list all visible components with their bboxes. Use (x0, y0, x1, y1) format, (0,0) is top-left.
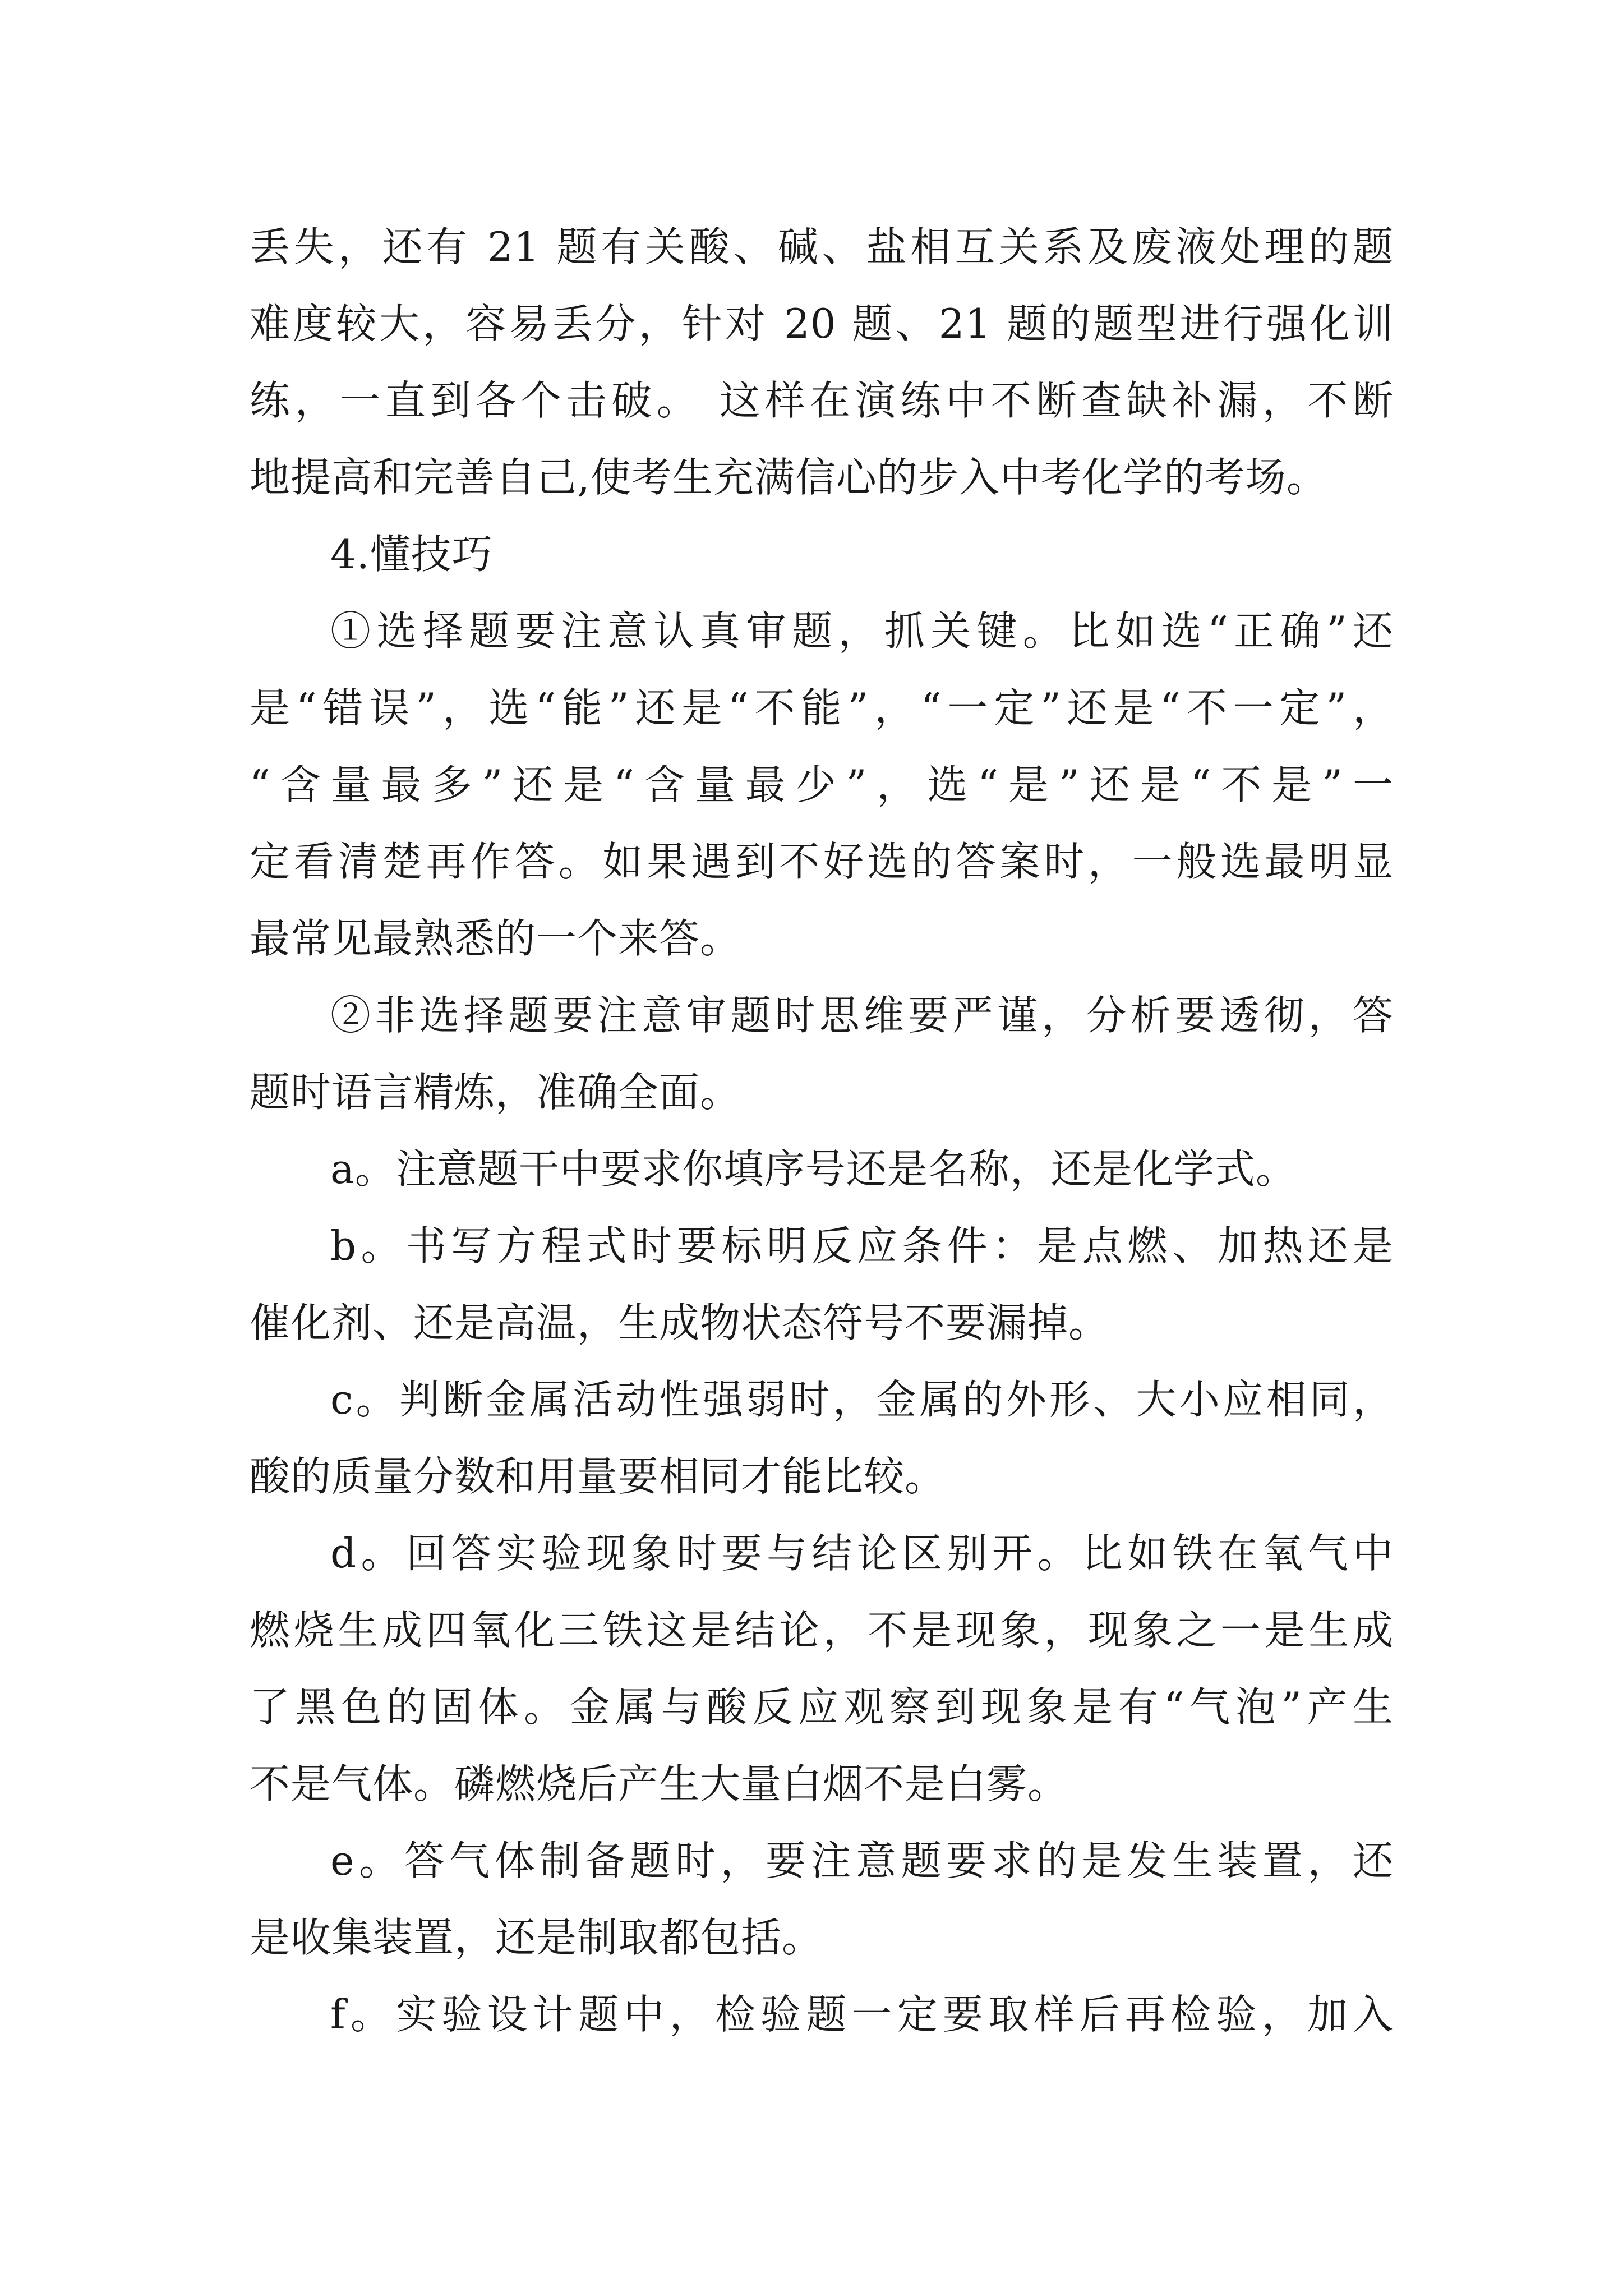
text-line: ①选择题要注意认真审题，抓关键。比如选“正确”还 (330, 608, 1394, 655)
text-line: d。回答实验现象时要与结论区别开。比如铁在氧气中 (330, 1530, 1394, 1577)
document-body (250, 209, 1394, 2053)
text-line: 最常见最熟悉的一个来答。 (250, 915, 741, 962)
text-line: 定看清楚再作答。如果遇到不好选的答案时，一般选最明显 (250, 838, 1394, 885)
text-line: 燃烧生成四氧化三铁这是结论，不是现象，现象之一是生成 (250, 1607, 1394, 1654)
text-line: 丢失，还有 21 题有关酸、碱、盐相互关系及废液处理的题 (250, 223, 1394, 270)
text-line: 是“错误”，选“能”还是“不能”，“一定”还是“不一定”， (250, 684, 1394, 731)
text-line: 地提高和完善自己,使考生充满信心的步入中考化学的考场。 (250, 454, 1327, 501)
text-line: e。答气体制备题时，要注意题要求的是发生装置，还 (330, 1837, 1394, 1884)
text-line: 题时语言精炼，准确全面。 (250, 1069, 741, 1116)
text-line: 酸的质量分数和用量要相同才能比较。 (250, 1453, 946, 1500)
section-heading: 4.懂技巧 (330, 531, 493, 578)
text-line: f。实验设计题中，检验题一定要取样后再检验，加入 (330, 1991, 1394, 2038)
text-line: a。注意题干中要求你填序号还是名称，还是化学式。 (330, 1145, 1297, 1193)
text-line: “含量最多”还是“含量最少”，选“是”还是“不是”一 (250, 761, 1394, 808)
text-line: b。书写方程式时要标明反应条件：是点燃、加热还是 (330, 1222, 1394, 1269)
text-line: 是收集装置，还是制取都包括。 (250, 1914, 823, 1961)
text-line: 催化剂、还是高温，生成物状态符号不要漏掉。 (250, 1299, 1110, 1346)
text-line: c。判断金属活动性强弱时，金属的外形、大小应相同， (330, 1376, 1394, 1423)
text-line: 不是气体。磷燃烧后产生大量白烟不是白雾。 (250, 1760, 1069, 1807)
text-line: 难度较大，容易丢分，针对 20 题、21 题的题型进行强化训 (250, 300, 1394, 347)
text-line: 练，一直到各个击破。 这样在演练中不断查缺补漏，不断 (250, 377, 1394, 424)
text-line: ②非选择题要注意审题时思维要严谨，分析要透彻，答 (330, 992, 1394, 1039)
text-line: 了黑色的固体。金属与酸反应观察到现象是有“气泡”产生 (250, 1683, 1394, 1731)
